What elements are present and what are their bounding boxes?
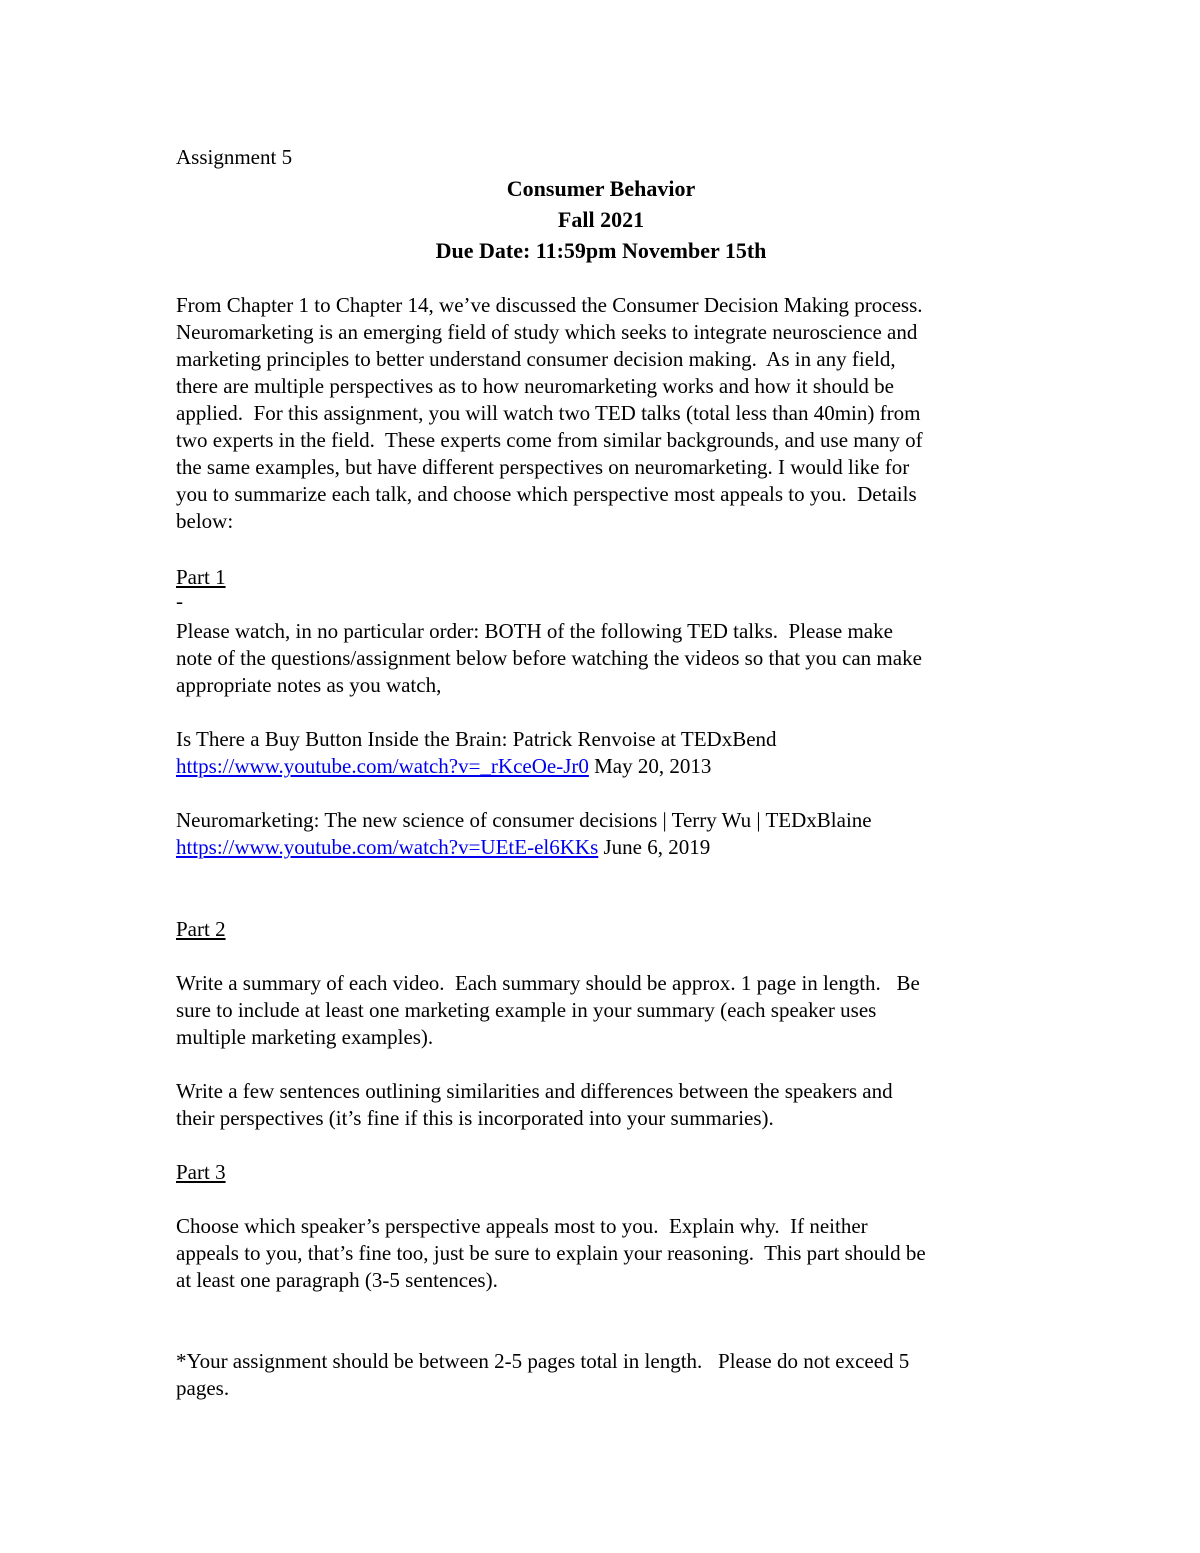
talk2-date: June 6, 2019 [598,835,711,859]
talk2-entry [176,807,1026,861]
part1-section [176,564,1026,861]
document-page [176,140,1026,1402]
talk1-title: Is There a Buy Button Inside the Brain: Patrick Renvoise at TEDxBend [176,727,777,751]
talk1-link-line [176,753,1026,780]
course-title: Consumer Behavior [506,176,696,201]
part2-line: Write a summary of each video. Each summary should be approx. 1 page in length. Be [176,971,920,995]
part3-line: appeals to you, that’s fine too, just be sure to explain your reasoning. This part should be [176,1241,926,1265]
title-block [176,173,1026,266]
intro-line: Neuromarketing is an emerging field of study which seeks to integrate neuroscience and [176,320,918,344]
intro-line: two experts in the field. These experts come from similar backgrounds, and use many of [176,428,923,452]
talk2-link[interactable]: https://www.youtube.com/watch?v=UEtE-el6KKs [176,835,599,859]
part2-line: sure to include at least one marketing example in your summary (each speaker uses [176,998,877,1022]
talk2-title: Neuromarketing: The new science of consumer decisions | Terry Wu | TEDxBlaine [176,808,872,832]
talk1-entry [176,726,1026,780]
part1-line: Please watch, in no particular order: BOTH of the following TED talks. Please make [176,619,893,643]
intro-line: you to summarize each talk, and choose which perspective most appeals to you. Details [176,482,917,506]
part2-section [176,916,1026,1132]
intro-line: marketing principles to better understand consumer decision making. As in any field, [176,347,896,371]
part2-line: multiple marketing examples). [176,1025,434,1049]
part1-line: note of the questions/assignment below before watching the videos so that you can make [176,646,922,670]
term-title: Fall 2021 [557,207,645,232]
part2-paragraph-1 [176,970,1026,1051]
footer-note-line: pages. [176,1376,230,1400]
part2-heading: Part 2 [176,917,226,941]
intro-line: applied. For this assignment, you will watch two TED talks (total less than 40min) from [176,401,921,425]
part2-line: their perspectives (it’s fine if this is incorporated into your summaries). [176,1106,774,1130]
part3-paragraph [176,1213,1026,1294]
assignment-label: Assignment 5 [176,145,293,169]
intro-line: From Chapter 1 to Chapter 14, we’ve discussed the Consumer Decision Making process. [176,293,923,317]
talk2-link-line [176,834,1026,861]
intro-line: there are multiple perspectives as to how neuromarketing works and how it should be [176,374,894,398]
part2-line: Write a few sentences outlining similarities and differences between the speakers and [176,1079,893,1103]
part3-line: at least one paragraph (3-5 sentences). [176,1268,498,1292]
intro-line: below: [176,509,234,533]
part1-line: appropriate notes as you watch, [176,673,442,697]
due-date: Due Date: 11:59pm November 15th [435,238,767,263]
part3-heading: Part 3 [176,1160,226,1184]
part1-heading: Part 1 [176,565,226,589]
intro-line: the same examples, but have different perspectives on neuromarketing. I would like for [176,455,910,479]
part3-section [176,1159,1026,1294]
part3-line: Choose which speaker’s perspective appeals most to you. Explain why. If neither [176,1214,868,1238]
footer-note-line: *Your assignment should be between 2-5 pages total in length. Please do not exceed 5 [176,1349,910,1373]
footer-note [176,1348,1026,1402]
talk1-date: May 20, 2013 [588,754,712,778]
intro-paragraph [176,292,1026,535]
part1-dash: - [176,589,183,613]
part2-paragraph-2 [176,1078,1026,1132]
talk1-link[interactable]: https://www.youtube.com/watch?v=_rKceOe-Jr0 [176,754,589,778]
